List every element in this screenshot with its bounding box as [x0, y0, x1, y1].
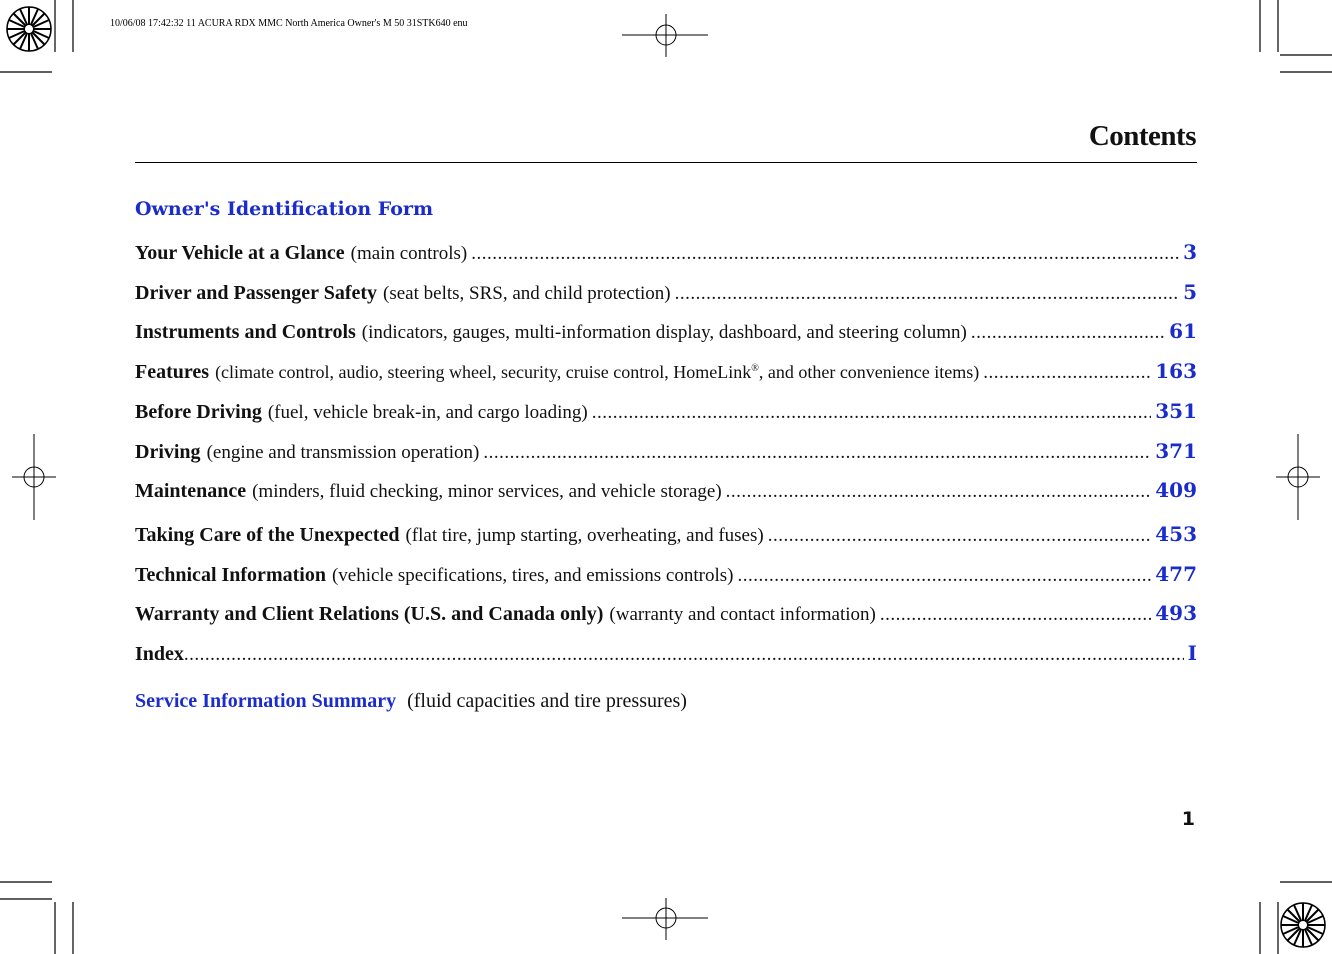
toc-section-description: (engine and transmission operation)	[206, 442, 480, 463]
toc-entry-index[interactable]	[135, 641, 1197, 669]
owner-identification-form-link[interactable]: Owner's Identification Form	[135, 198, 434, 220]
page-title: Contents	[1088, 120, 1196, 152]
toc-section-title: Driving	[135, 441, 201, 463]
toc-page-link[interactable]: 477	[1155, 562, 1197, 586]
toc-page-link[interactable]: 493	[1155, 601, 1197, 625]
page-number: 1	[1181, 808, 1195, 830]
toc-page-link[interactable]: 163	[1155, 359, 1197, 383]
service-information-summary-entry[interactable]	[135, 690, 687, 713]
toc-section-description: (minders, fluid checking, minor services, and vehicle storage)	[252, 481, 722, 502]
toc-entry-features[interactable]	[135, 359, 1197, 387]
toc-page-link[interactable]: 371	[1155, 439, 1197, 463]
registration-sunburst-top-left-icon	[7, 7, 51, 51]
toc-entry-driving[interactable]	[135, 439, 1197, 467]
toc-page-link[interactable]: 409	[1155, 478, 1197, 502]
toc-leader-dots	[592, 402, 1152, 424]
toc-leader-dots	[726, 481, 1152, 503]
service-information-description: (fluid capacities and tire pressures)	[407, 690, 687, 712]
service-information-summary-link[interactable]: Service Information Summary	[135, 690, 397, 712]
toc-section-description: (warranty and contact information)	[609, 604, 876, 625]
toc-section-title: Driver and Passenger Safety	[135, 282, 378, 304]
toc-entry-taking-care-unexpected[interactable]	[135, 522, 1197, 550]
toc-leader-dots	[880, 604, 1151, 626]
toc-leader-dots	[971, 322, 1165, 344]
toc-section-title: Index	[135, 643, 184, 665]
toc-section-title: Taking Care of the Unexpected	[135, 524, 400, 546]
toc-page-link[interactable]: 5	[1183, 280, 1197, 304]
toc-section-description: (main controls)	[350, 243, 468, 264]
toc-leader-dots	[184, 644, 1184, 666]
toc-section-description: (vehicle specifications, tires, and emissions controls)	[331, 565, 734, 586]
toc-leader-dots	[983, 362, 1151, 384]
toc-entry-vehicle-at-a-glance[interactable]	[135, 240, 1197, 268]
toc-entry-warranty-client-relations[interactable]	[135, 601, 1197, 629]
registration-sunburst-bottom-right-icon	[1281, 903, 1325, 947]
toc-section-title: Before Driving	[135, 401, 262, 423]
toc-section-description: (climate control, audio, steering wheel, security, cruise control, HomeLink®, and other convenience items)	[215, 362, 980, 382]
toc-leader-dots	[768, 525, 1152, 547]
registered-mark: ®	[751, 363, 759, 374]
toc-entry-driver-passenger-safety[interactable]	[135, 280, 1197, 308]
toc-section-description: (seat belts, SRS, and child protection)	[383, 283, 671, 304]
toc-section-description: (fuel, vehicle break-in, and cargo loading)	[267, 402, 588, 423]
toc-entry-technical-information[interactable]	[135, 562, 1197, 590]
toc-entry-maintenance[interactable]	[135, 478, 1197, 506]
toc-section-title: Technical Information	[135, 564, 326, 586]
toc-section-title: Warranty and Client Relations (U.S. and Canada only)	[135, 603, 604, 625]
toc-section-description: (indicators, gauges, multi-information display, dashboard, and steering column)	[361, 322, 967, 343]
toc-entry-instruments-controls[interactable]	[135, 319, 1197, 347]
toc-entry-before-driving[interactable]	[135, 399, 1197, 427]
toc-page-link[interactable]: I	[1187, 641, 1197, 665]
toc-section-title: Instruments and Controls	[135, 321, 356, 343]
toc-page-link[interactable]: 351	[1155, 399, 1197, 423]
toc-section-title: Features	[135, 361, 210, 383]
title-divider	[135, 162, 1197, 163]
toc-section-title: Your Vehicle at a Glance	[135, 242, 345, 264]
toc-leader-dots	[471, 243, 1179, 265]
toc-leader-dots	[737, 565, 1151, 587]
toc-section-title: Maintenance	[135, 480, 247, 502]
print-meta-header: 10/06/08 17:42:32 11 ACURA RDX MMC North America Owner's M 50 31STK640 enu	[110, 18, 468, 29]
toc-leader-dots	[675, 283, 1179, 305]
toc-page-link[interactable]: 453	[1155, 522, 1197, 546]
toc-section-description: (flat tire, jump starting, overheating, and fuses)	[405, 525, 764, 546]
toc-leader-dots	[483, 442, 1151, 464]
toc-page-link[interactable]: 3	[1183, 240, 1197, 264]
toc-page-link[interactable]: 61	[1169, 319, 1197, 343]
